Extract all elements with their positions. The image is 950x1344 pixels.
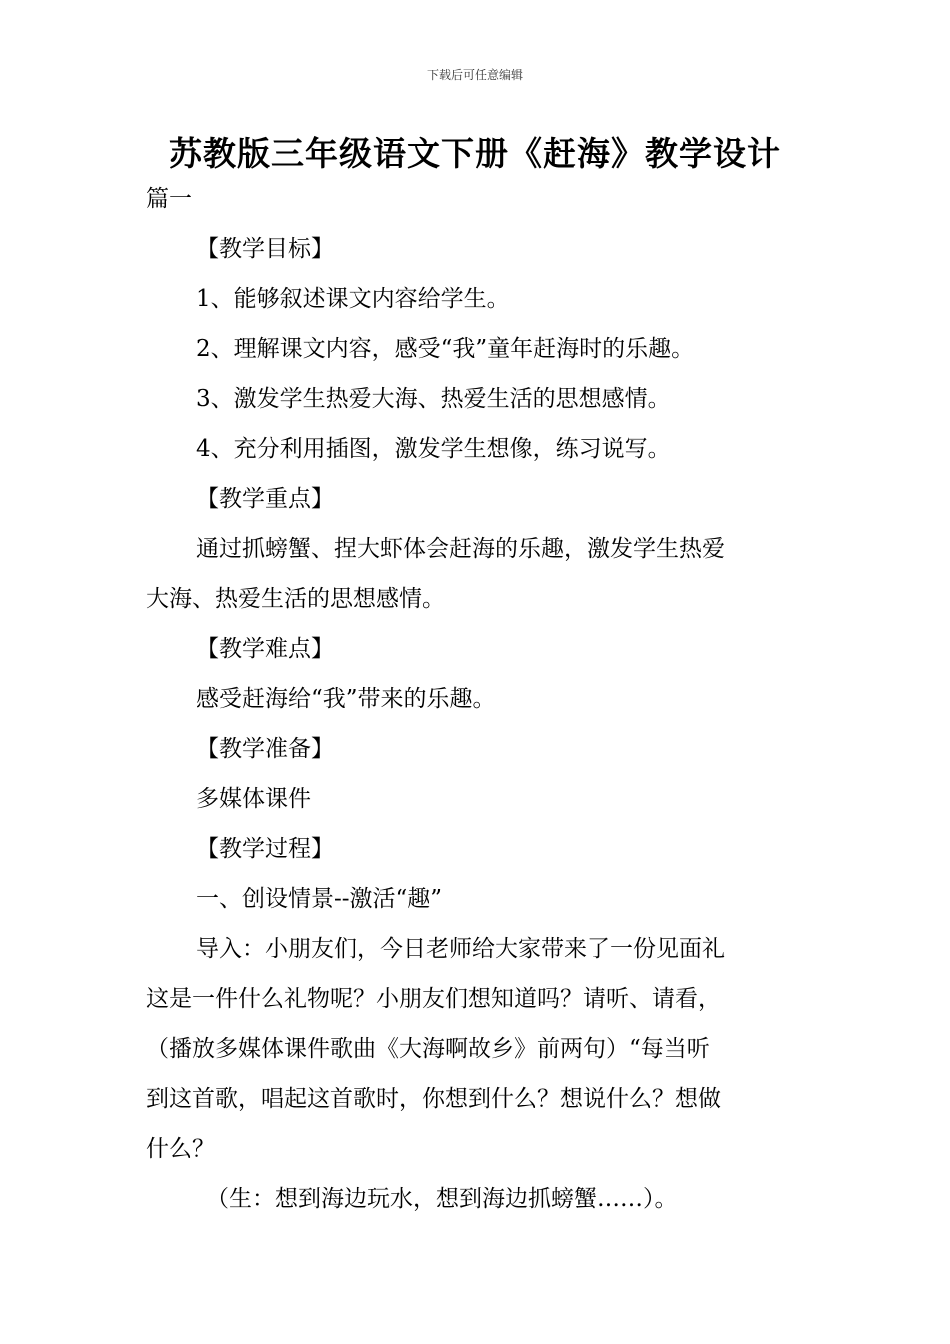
intro-line-5: 什么？ xyxy=(146,1136,215,1162)
student-answer: （生：想到海边玩水，想到海边抓螃蟹……）。 xyxy=(206,1186,678,1212)
prep-heading: 【教学准备】 xyxy=(196,736,334,762)
intro-line-4: 到这首歌，唱起这首歌时，你想到什么？想说什么？想做 xyxy=(146,1086,721,1112)
header-note: 下载后可任意编辑 xyxy=(426,68,523,82)
focus-text-line-1: 通过抓螃蟹、捏大虾体会赶海的乐趣，激发学生热爱 xyxy=(196,536,725,562)
document-title: 苏教版三年级语文下册《赶海》教学设计 xyxy=(169,134,781,173)
intro-line-1: 导入：小朋友们，今日老师给大家带来了一份见面礼 xyxy=(196,936,725,962)
objective-item-1: 1、能够叙述课文内容给学生。 xyxy=(196,286,510,312)
step-1-heading: 一、创设情景--激活“趣” xyxy=(196,886,443,912)
objective-item-2: 2、理解课文内容，感受“我”童年赶海时的乐趣。 xyxy=(196,336,695,362)
difficulty-text: 感受赶海给“我”带来的乐趣。 xyxy=(196,686,496,712)
objective-item-4: 4、充分利用插图，激发学生想像，练习说写。 xyxy=(196,436,671,462)
focus-text-line-2: 大海、热爱生活的思想感情。 xyxy=(146,586,445,612)
intro-line-3: （播放多媒体课件歌曲《大海啊故乡》前两句）“每当听 xyxy=(146,1036,710,1062)
prep-text: 多媒体课件 xyxy=(196,786,311,812)
process-heading: 【教学过程】 xyxy=(196,836,334,862)
difficulty-heading: 【教学难点】 xyxy=(196,636,334,662)
objectives-heading: 【教学目标】 xyxy=(196,236,334,262)
intro-line-2: 这是一件什么礼物呢？小朋友们想知道吗？请听、请看， xyxy=(146,986,721,1012)
section-label: 篇一 xyxy=(146,186,192,212)
objective-item-3: 3、激发学生热爱大海、热爱生活的思想感情。 xyxy=(196,386,671,412)
focus-heading: 【教学重点】 xyxy=(196,486,334,512)
